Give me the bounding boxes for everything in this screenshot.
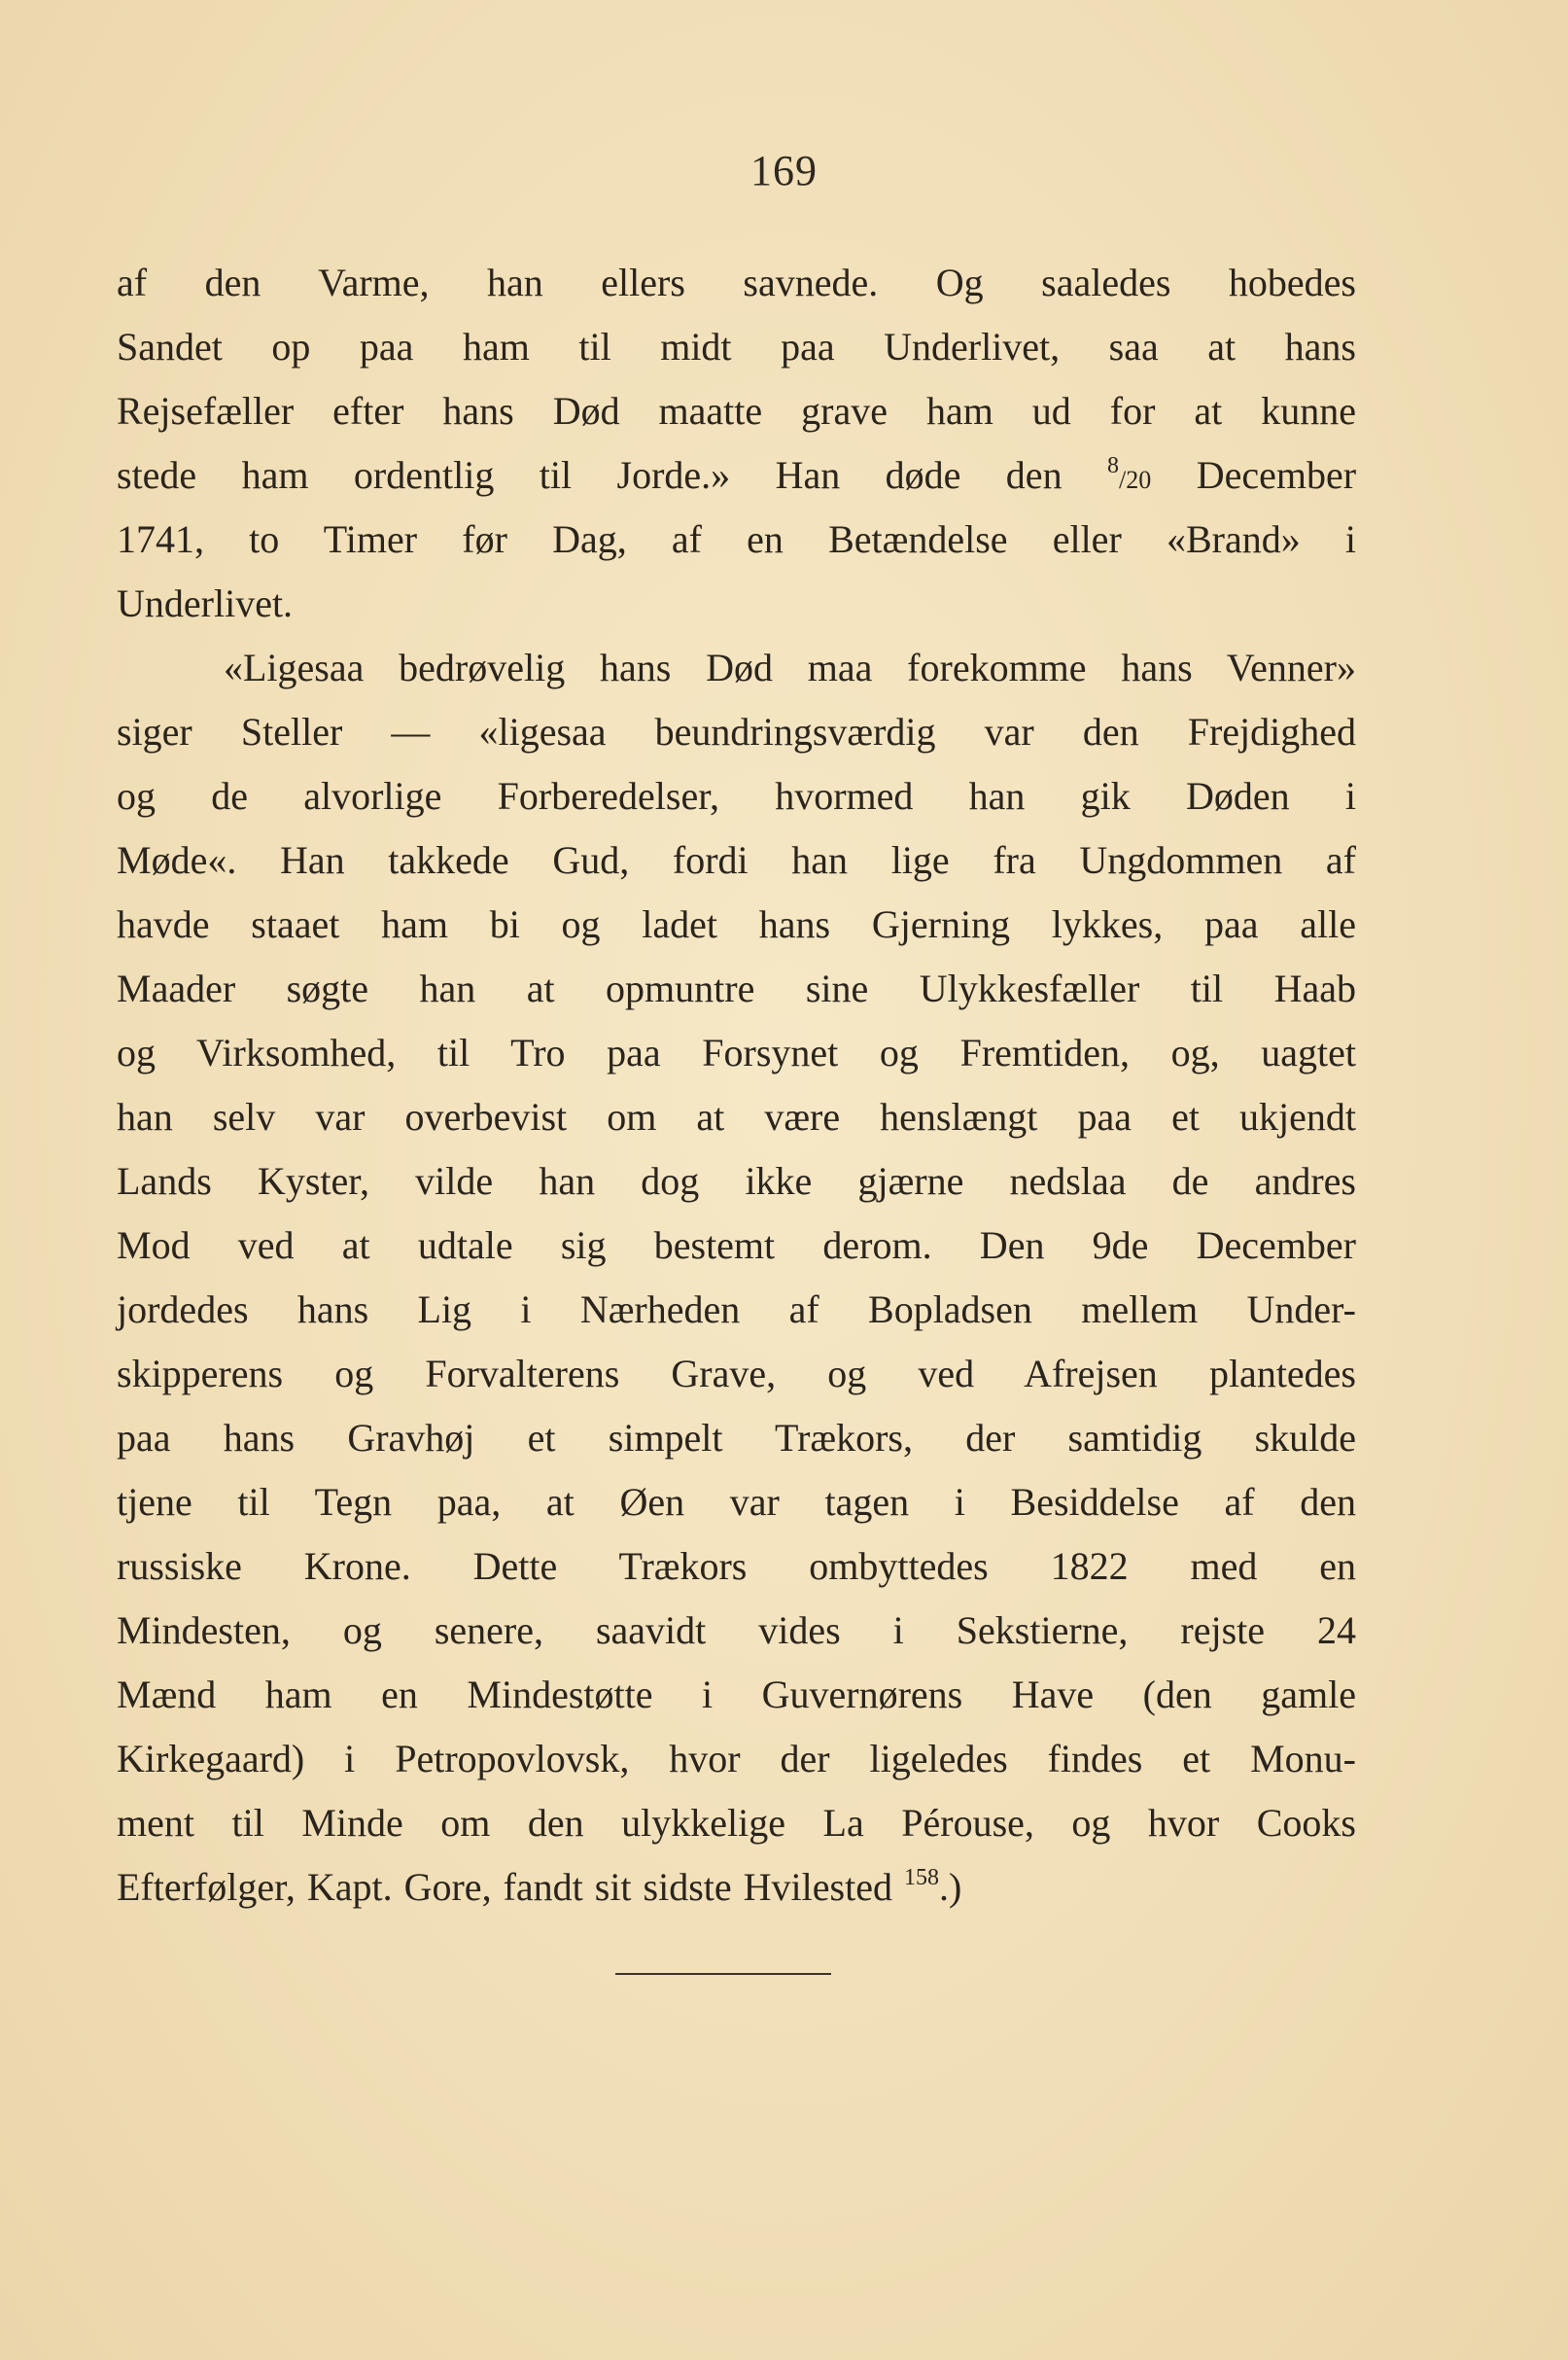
text-line: russiske Krone. Dette Trækors ombyttedes 1822 med en [117,1544,1356,1588]
text-line-with-footnote [117,1855,1356,1920]
text-line: «Ligesaa bedrøvelig hans Død maa forekomme hans Venner» [224,646,1356,689]
page-number: 169 [750,147,818,194]
text-line: han selv var overbevist om at være henslængt paa et ukjendt [117,1095,1356,1139]
text-line: af den Varme, han ellers savnede. Og saaledes hobedes [117,261,1356,304]
text-line: Sandet op paa ham til midt paa Underlivet, saa at hans [117,325,1356,369]
text-line: jordedes hans Lig i Nærheden af Bopladsen mellem Under- [117,1287,1356,1331]
date-fraction [1107,453,1151,497]
date-fraction-denominator: /20 [1119,466,1152,494]
body-text [117,251,1356,1920]
text-line-segment: Efterfølger, Kapt. Gore, fandt sit sidste Hvilested [117,1865,892,1909]
text-line: siger Steller — «ligesaa beundringsværdig var den Frejdighed [117,710,1356,754]
text-line: Møde«. Han takkede Gud, fordi han lige fra Ungdommen af [117,838,1356,882]
text-line: ment til Minde om den ulykkelige La Pérouse, og hvor Cooks [117,1801,1356,1845]
text-line: Maader søgte han at opmuntre sine Ulykkesfæller til Haab [117,967,1356,1010]
text-line: havde staaet ham bi og ladet hans Gjerning lykkes, paa alle [117,902,1356,946]
footnote-rule [615,1973,831,1975]
text-line: Mindesten, og senere, saavidt vides i Sekstierne, rejste 24 [117,1608,1356,1652]
text-line: skipperens og Forvalterens Grave, og ved Afrejsen plantedes [117,1352,1356,1395]
text-line: Rejsefæller efter hans Død maatte grave ham ud for at kunne [117,389,1356,433]
footnote-reference: 158 [903,1865,939,1890]
date-month: December [1196,453,1357,497]
text-line-segment: stede ham ordentlig til Jorde.» Han døde den [117,453,1063,497]
text-line-with-date [117,443,1356,508]
text-line: Mænd ham en Mindestøtte i Guvernørens Have (den gamle [117,1673,1356,1716]
text-line: Underlivet. [117,581,294,625]
closing-punctuation: .) [938,1865,962,1909]
text-line: paa hans Gravhøj et simpelt Trækors, der samtidig skulde [117,1416,1356,1460]
text-line: og de alvorlige Forberedelser, hvormed han gik Døden i [117,774,1356,818]
text-line: Lands Kyster, vilde han dog ikke gjærne nedslaa de andres [117,1159,1356,1203]
text-line: 1741, to Timer før Dag, af en Betændelse eller «Brand» i [117,517,1356,561]
text-line: Kirkegaard) i Petropovlovsk, hvor der ligeledes findes et Monu- [117,1737,1356,1780]
text-line: tjene til Tegn paa, at Øen var tagen i Besiddelse af den [117,1480,1356,1524]
text-line: og Virksomhed, til Tro paa Forsynet og Fremtiden, og, uagtet [117,1031,1356,1074]
text-line: Mod ved at udtale sig bestemt derom. Den 9de December [117,1223,1356,1267]
date-fraction-numerator: 8 [1107,453,1120,478]
